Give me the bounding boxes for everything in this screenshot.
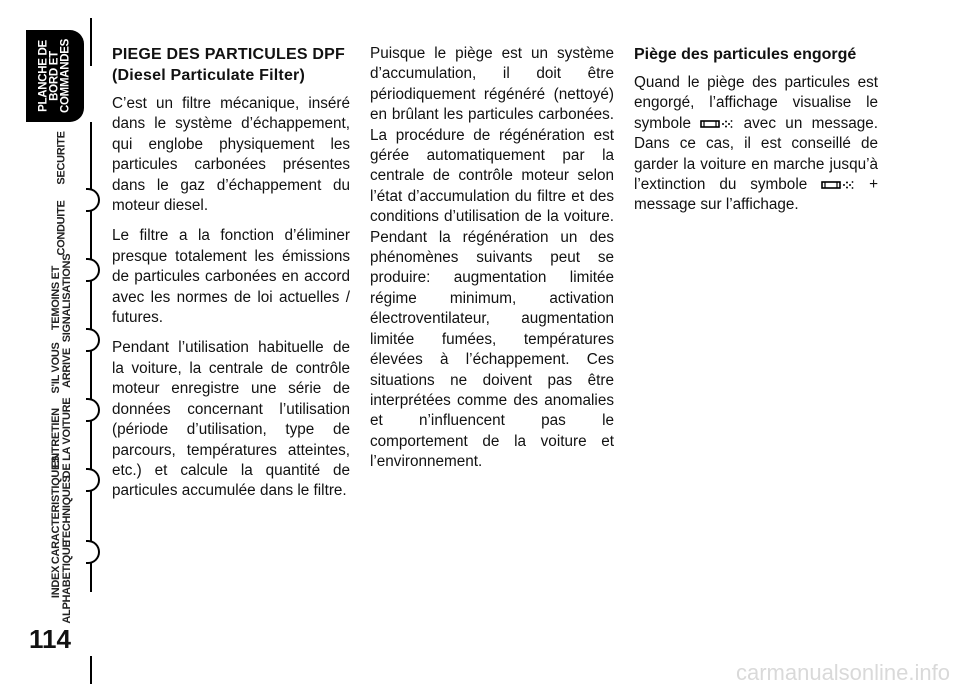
section-tabs — [0, 0, 100, 692]
column-2 — [370, 44, 614, 483]
tab-notch — [86, 540, 100, 564]
tab-notch — [86, 188, 100, 212]
tab-notch — [86, 258, 100, 282]
tab-label: ENTRETIEN DE LA VOITURE — [50, 397, 73, 479]
paragraph: C’est un filtre mécanique, inséré dans le système d’échappement, qui englobe physiquement les particules carbonées présentes dans le gaz d’échappement du moteur diesel. — [112, 95, 350, 215]
tab-label: S'IL VOUS ARRIVE — [50, 342, 73, 394]
tab-temoins[interactable] — [36, 253, 88, 343]
tab-label: INDEX ALPHABETIQUE — [50, 540, 73, 624]
dpf-warning-icon — [821, 179, 855, 191]
tab-planche-de-bord[interactable] — [26, 30, 84, 122]
tab-notch — [86, 398, 100, 422]
text-segment: + message sur l’affichage. — [634, 176, 879, 214]
tab-label: CARACTERISTIQUES TECHNIQUES — [50, 455, 73, 565]
column-1 — [112, 44, 350, 512]
tab-label: PLANCHE DE BORD ET COMMANDES — [37, 39, 72, 113]
paragraph — [634, 73, 878, 216]
tab-divider — [90, 18, 92, 66]
tab-label: TEMOINS ET SIGNALISATIONS — [50, 253, 73, 343]
paragraph: Le filtre a la fonction d’éliminer presque totalement les émissions de particules carbonées en accord avec les normes de loi actuelles / futures. — [112, 227, 350, 327]
tab-label: CONDUITE — [55, 200, 68, 256]
tab-notch — [86, 468, 100, 492]
text-segment: Quand le piège des particules est engorgé, l’affichage visualise le symbole — [634, 74, 878, 132]
tab-securite[interactable] — [36, 122, 88, 194]
tab-divider — [90, 656, 92, 684]
tab-caracteristiques[interactable] — [36, 455, 88, 565]
paragraph: Puisque le piège est un système d’accumulation, il doit être périodiquement régénéré (nettoyé) en brûlant les particules carbonées. La procédure de régénération est gérée automatiquement par la centrale de contrôle moteur selon l’état d’accumulation du filtre et des conditions d’utilisation de la voiture. Pendant la régénération un des phénomènes suivants peut se produire: augmentation limitée régime minimum, activation électroventilateur, augmentation limitée fumées, températures élevées à l’échappement. Ces situations ne doivent pas être interprétées comme des anomalies et n’influencent pas le comportement de la voiture et l’environnement. — [370, 45, 614, 471]
paragraph: Pendant l’utilisation habituelle de la voiture, la centrale de contrôle moteur enregistre une série de données concernant l’utilisation (période d’utilisation, type de parcours, températures atteintes, etc.) et calcule la quantité de particules accumulée dans le filtre. — [112, 339, 350, 500]
watermark: carmanualsonline.info — [735, 660, 950, 685]
dpf-warning-icon — [700, 118, 734, 130]
column-3 — [634, 44, 878, 226]
tab-notch — [86, 328, 100, 352]
page-number: 114 — [29, 624, 71, 654]
tab-label: SECURITE — [55, 131, 68, 185]
tab-index[interactable] — [36, 540, 88, 624]
tab-sil-vous-arrive[interactable] — [36, 332, 88, 404]
text-segment: avec un message. Dans ce cas, il est conseillé de garder la voiture en marche jusqu’à l’extinction du symbole — [634, 114, 878, 194]
section-heading: PIEGE DES PARTICULES DPF (Diesel Particulate Filter) — [112, 46, 345, 84]
subsection-heading: Piège des particules engorgé — [634, 46, 857, 63]
